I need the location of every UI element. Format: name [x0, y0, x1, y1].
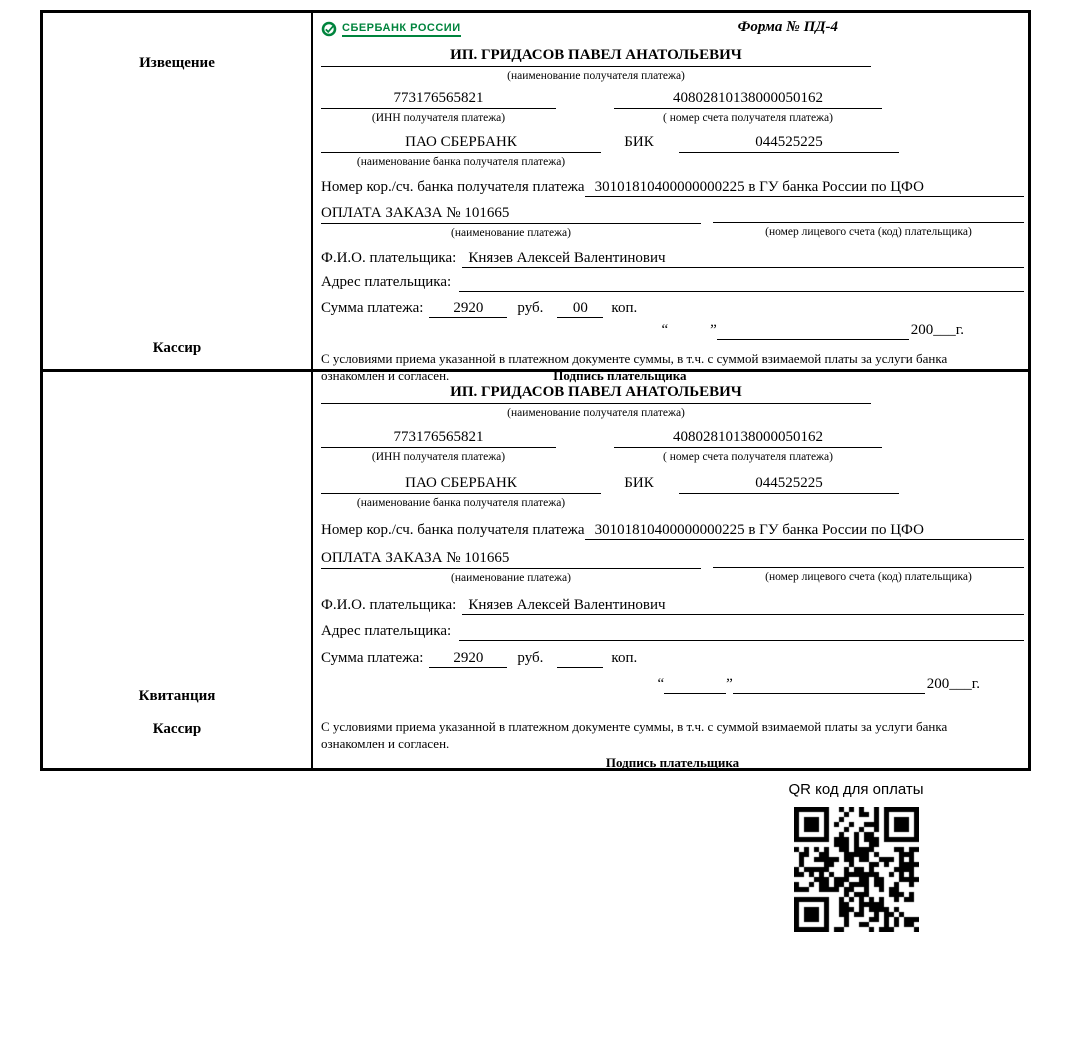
personal-account-field [713, 205, 1024, 239]
amount-rub-value: 2920 [429, 650, 507, 668]
rub-label: руб. [517, 299, 544, 316]
bank-field [321, 134, 601, 169]
purpose-field [321, 550, 701, 585]
agreement-line-1: С условиями приема указанной в платежном документе суммы, в т.ч. с суммой взимаемой платы за услуги банка [321, 350, 948, 366]
personal-account-blank-line [713, 550, 1024, 568]
bank-value: ПАО СБЕРБАНК [321, 134, 601, 153]
account-field [614, 90, 882, 125]
date-open-quote: “ [661, 321, 669, 338]
account-caption: ( номер счета получателя платежа) [663, 451, 833, 464]
personal-account-caption: (номер лицевого счета (код) плательщика) [765, 226, 972, 239]
payment-form-pd4 [40, 10, 1031, 771]
sberbank-logo [321, 19, 461, 37]
amount-label: Сумма платежа: [321, 649, 424, 666]
kop-label: коп. [611, 299, 638, 316]
date-month-blank-line [733, 676, 925, 694]
payer-address-blank-line [459, 274, 1024, 292]
receipt-side-column [43, 372, 313, 768]
purpose-caption: (наименование платежа) [451, 572, 571, 585]
recipient-caption: (наименование получателя платежа) [507, 407, 685, 419]
payer-name-label: Ф.И.О. плательщика: [321, 249, 457, 266]
qr-payment-block [788, 781, 924, 932]
bank-value: ПАО СБЕРБАНК [321, 475, 601, 494]
bik-label: БИК [624, 133, 654, 150]
account-field [614, 429, 882, 464]
corr-account-label: Номер кор./сч. банка получателя платежа [321, 522, 585, 539]
bank-field [321, 475, 601, 510]
order-number: 101665 [464, 550, 510, 567]
account-value: 40802810138000050162 [614, 90, 882, 109]
sberbank-emblem-icon [321, 21, 337, 37]
bank-caption: (наименование банка получателя платежа) [356, 496, 566, 509]
bik-field [679, 475, 899, 494]
kop-label: коп. [611, 649, 638, 666]
date-day-blank-line [664, 676, 726, 694]
qr-code [794, 807, 919, 932]
amount-kop-value: 00 [557, 300, 603, 318]
personal-account-caption: (номер лицевого счета (код) плательщика) [765, 571, 972, 584]
notice-label: Извещение [139, 55, 215, 71]
receipt-label: Квитанция [138, 688, 216, 704]
personal-account-field [713, 550, 1024, 584]
corr-account-value: 30101810400000000225 в ГУ банка России по ЦФО [585, 522, 1024, 540]
purpose-label: ОПЛАТА ЗАКАЗА № [321, 550, 461, 567]
agreement-line-2: ознакомлен и согласен. [321, 736, 450, 752]
bank-caption: (наименование банка получателя платежа) [356, 155, 566, 168]
amount-kop-value [557, 650, 603, 668]
recipient-name: ИП. ГРИДАСОВ ПАВЕЛ АНАТОЛЬЕВИЧ [321, 47, 871, 67]
agreement-line-2: ознакомлен и согласен. [321, 368, 450, 384]
form-number: Форма № ПД-4 [737, 19, 838, 35]
payer-address-label: Адрес плательщика: [321, 273, 452, 290]
notice-section [43, 13, 1028, 384]
date-close-quote: ” [726, 675, 733, 692]
purpose-field [321, 205, 701, 240]
inn-field [321, 429, 556, 464]
payer-signature-label: Подпись плательщика [553, 368, 687, 384]
corr-account-label: Номер кор./сч. банка получателя платежа [321, 179, 585, 196]
agreement-text [321, 718, 1024, 753]
inn-caption: (ИНН получателя платежа) [371, 451, 506, 464]
payer-signature-label: Подпись плательщика [605, 754, 740, 770]
date-year-label: 200___г. [910, 321, 964, 338]
inn-field [321, 90, 556, 125]
recipient-caption: (наименование получателя платежа) [507, 70, 685, 82]
inn-caption: (ИНН получателя платежа) [371, 112, 506, 125]
payer-address-blank-line [459, 623, 1024, 641]
payer-address-label: Адрес плательщика: [321, 622, 452, 639]
purpose-caption: (наименование платежа) [451, 227, 571, 240]
payer-name-value: Князев Алексей Валентинович [462, 597, 1024, 615]
date-year-label: 200___г. [926, 675, 980, 692]
bik-value: 044525225 [679, 475, 899, 494]
amount-label: Сумма платежа: [321, 299, 424, 316]
date-close-quote: ” [710, 321, 717, 338]
date-open-quote: “ [657, 675, 665, 692]
inn-value: 773176565821 [321, 429, 556, 448]
cashier-label: Кассир [152, 721, 202, 737]
payer-name-label: Ф.И.О. плательщика: [321, 596, 457, 613]
personal-account-blank-line [713, 205, 1024, 223]
cashier-label: Кассир [152, 340, 202, 356]
receipt-content [313, 372, 1028, 768]
rub-label: руб. [517, 649, 544, 666]
payer-name-value: Князев Алексей Валентинович [462, 250, 1024, 268]
bik-value: 044525225 [679, 134, 899, 153]
date-day-blank [668, 322, 710, 339]
amount-rub-value: 2920 [429, 300, 507, 318]
receipt-section [43, 372, 1028, 768]
inn-value: 773176565821 [321, 90, 556, 109]
bik-label: БИК [624, 474, 654, 491]
agreement-line-1: С условиями приема указанной в платежном документе суммы, в т.ч. с суммой взимаемой платы за услуги банка [321, 718, 948, 734]
date-month-blank-line [717, 322, 909, 340]
notice-content [313, 13, 1028, 384]
sberbank-logo-text: СБЕРБАНК РОССИИ [342, 21, 461, 34]
corr-account-value: 30101810400000000225 в ГУ банка России по ЦФО [585, 179, 1024, 197]
account-value: 40802810138000050162 [614, 429, 882, 448]
order-number: 101665 [464, 205, 510, 222]
account-caption: ( номер счета получателя платежа) [663, 112, 833, 125]
sberbank-logo-bar [342, 35, 461, 37]
recipient-name: ИП. ГРИДАСОВ ПАВЕЛ АНАТОЛЬЕВИЧ [321, 384, 871, 404]
qr-label: QR код для оплаты [788, 781, 924, 798]
notice-side-column [43, 13, 313, 369]
purpose-label: ОПЛАТА ЗАКАЗА № [321, 205, 461, 222]
bik-field [679, 134, 899, 153]
